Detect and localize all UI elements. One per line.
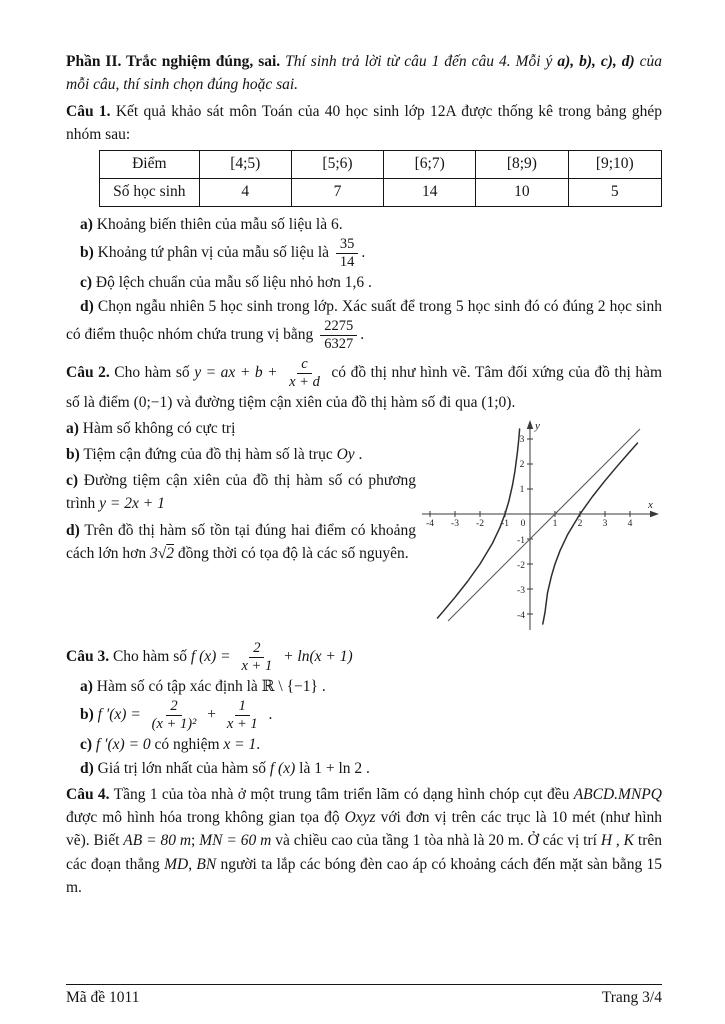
page-number: Trang 3/4 bbox=[601, 989, 662, 1006]
radical-symbol: √ bbox=[157, 544, 167, 562]
q3-item-b bbox=[66, 698, 662, 733]
q4-paragraph bbox=[66, 783, 662, 899]
q1-b-period: . bbox=[361, 244, 366, 262]
x-tick-label: -1 bbox=[501, 518, 509, 529]
q3-intro-text: Cho hàm số bbox=[109, 647, 191, 665]
graph-tick-labels bbox=[426, 435, 633, 621]
q1-intro-text: Kết quả khảo sát môn Toán của 40 học sinh lớp 12A được thống kê trong bảng ghép nhóm sau: bbox=[66, 102, 662, 143]
fraction bbox=[336, 236, 359, 271]
q3-c-label: c) bbox=[80, 736, 93, 754]
q2-c-math: y = 2x + 1 bbox=[99, 495, 165, 513]
fraction-denominator: x + 1 bbox=[241, 657, 273, 674]
q3-d-value: 1 + ln 2 bbox=[314, 759, 363, 777]
q3-b-plus: + bbox=[203, 706, 220, 724]
exam-code: Mã đề 1011 bbox=[66, 989, 140, 1006]
fraction-denominator: 14 bbox=[339, 254, 355, 271]
fraction-denominator: (x + 1)² bbox=[151, 716, 197, 733]
q1-frequency-table bbox=[99, 150, 662, 207]
q2-intro-text-3: và đường tiệm cận xiên của đồ thị hàm số đi qua bbox=[172, 394, 482, 412]
q3-intro bbox=[66, 640, 662, 675]
table-cell-interval: [4;5) bbox=[199, 151, 291, 179]
q1-table-row-scores bbox=[100, 151, 662, 179]
q3-b-period: . bbox=[264, 706, 273, 724]
fraction bbox=[237, 640, 276, 675]
table-cell-interval: [8;9) bbox=[476, 151, 568, 179]
graph-axis-arrows bbox=[527, 420, 659, 517]
x-tick-label: 3 bbox=[602, 518, 608, 529]
q1-c-label: c) bbox=[80, 274, 93, 292]
x-tick-label: -3 bbox=[451, 518, 459, 529]
q2-body bbox=[66, 417, 662, 637]
q2-intro-text-2: có đồ thị như hình vẽ. Tâm đối xứng của đồ thị hàm số là điểm bbox=[66, 364, 663, 412]
x-tick-label: 1 bbox=[552, 518, 558, 529]
curve-right-branch bbox=[543, 443, 638, 624]
table-cell-interval: [6;7) bbox=[384, 151, 476, 179]
q2-statements bbox=[66, 417, 416, 637]
q4-text-4: và chiều cao của tầng 1 tòa nhà là 20 m. Ở các vị trí bbox=[271, 832, 601, 850]
q2-d-label: d) bbox=[66, 521, 80, 539]
q1-a-text: Khoảng biến thiên của mẫu số liệu là 6. bbox=[92, 216, 343, 233]
fraction-denominator: 6327 bbox=[324, 336, 354, 353]
q3-a-text: Hàm số có tập xác định là bbox=[92, 677, 262, 695]
q2-point-2: (1;0) bbox=[481, 394, 512, 412]
q2-b-label: b) bbox=[66, 445, 80, 463]
q4-mn-length: MN = 60 m bbox=[199, 832, 272, 850]
y-tick-label: -1 bbox=[517, 535, 525, 546]
q1-table-row-counts bbox=[100, 179, 662, 207]
q1-d-text: Chọn ngẫu nhiên 5 học sinh trong lớp. Xác suất để trong 5 học sinh đó có đúng 2 học sinh có điểm thuộc nhóm chứa trung vị bằng bbox=[66, 297, 662, 344]
q2-item-b bbox=[66, 443, 416, 466]
q2-point-1: (0;−1) bbox=[133, 394, 173, 412]
q1-b-label: b) bbox=[80, 244, 94, 262]
fraction bbox=[148, 698, 201, 733]
page-content bbox=[66, 50, 662, 899]
q3-a-label: a) bbox=[80, 677, 93, 695]
q4-label: Câu 4. bbox=[66, 785, 110, 803]
q3-formula-tail: + ln(x + 1) bbox=[279, 647, 353, 665]
x-axis-letter: x bbox=[648, 498, 653, 511]
q4-text-6: người ta lắp các bóng đèn cao áp có khoảng cách đến mặt sàn bằng 15 m. bbox=[66, 855, 663, 896]
q2-a-label: a) bbox=[66, 419, 79, 437]
fraction-denominator: x + 1 bbox=[226, 716, 258, 733]
q2-b-text: Tiệm cận đứng của đồ thị hàm số là trục bbox=[79, 445, 337, 463]
q3-c-equation: f ′(x) = 0 bbox=[92, 736, 151, 754]
q3-d-fx: f (x) bbox=[269, 759, 296, 777]
part2-options: a), b), c), d) bbox=[557, 53, 635, 70]
y-axis-letter: y bbox=[535, 419, 540, 432]
q4-sep-1: ; bbox=[191, 832, 200, 850]
q4-points-hk: H , K bbox=[600, 832, 634, 850]
q2-label: Câu 2. bbox=[66, 364, 110, 382]
q3-d-text-1: Giá trị lớn nhất của hàm số bbox=[93, 759, 270, 777]
fraction-denominator: x + d bbox=[289, 374, 320, 391]
q4-segment-md: MD bbox=[164, 855, 189, 873]
y-tick-label: -2 bbox=[517, 560, 525, 571]
q4-text-2: được mô hình hóa trong không gian tọa độ bbox=[66, 809, 345, 827]
q4-solid-name: ABCD.MNPQ bbox=[573, 785, 662, 803]
q1-a-label: a) bbox=[80, 216, 93, 233]
q3-d-period: . bbox=[362, 759, 370, 777]
q2-c-label: c) bbox=[66, 472, 79, 490]
q2-period: . bbox=[511, 394, 516, 412]
q4-text-3: với đơn vị trên các trục là 10 mét (như hình vẽ). Biết bbox=[66, 809, 663, 850]
q3-b-derivative: f ′(x) = bbox=[93, 706, 145, 724]
table-cell-counts-label: Số học sinh bbox=[100, 179, 200, 207]
y-tick-label: 2 bbox=[519, 459, 525, 470]
q3-d-label: d) bbox=[80, 759, 94, 777]
q2-intro-text-1: Cho hàm số bbox=[109, 364, 195, 382]
q2-item-c bbox=[66, 469, 416, 516]
q3-a-period: . bbox=[317, 677, 326, 695]
q4-coord-system: Oxyz bbox=[344, 809, 376, 827]
q2-a-text: Hàm số không có cực trị bbox=[78, 419, 236, 437]
q1-item-d bbox=[66, 295, 662, 353]
part2-title: Phần II. Trắc nghiệm đúng, sai. bbox=[66, 53, 281, 70]
q3-c-solution: x = 1 bbox=[223, 736, 257, 754]
fraction bbox=[285, 356, 324, 391]
y-tick-label: 3 bbox=[519, 434, 525, 445]
table-cell-scores-label: Điểm bbox=[100, 151, 200, 179]
part2-heading bbox=[66, 50, 662, 97]
fraction-numerator: 35 bbox=[336, 236, 359, 254]
q3-a-set: ℝ \ {−1} bbox=[261, 677, 318, 695]
q1-item-c bbox=[66, 271, 662, 294]
q4-text-5: trên các đoạn thẳng bbox=[66, 832, 662, 873]
q2-b-math: Oy bbox=[336, 445, 355, 463]
origin-label: 0 bbox=[520, 518, 526, 529]
q1-intro bbox=[66, 100, 662, 147]
q1-d-period: . bbox=[360, 326, 365, 344]
q3-d-text-2: là bbox=[295, 759, 315, 777]
q2-item-a bbox=[66, 417, 416, 440]
part2-instructions-2: của mỗi câu, thí sinh chọn đúng hoặc sai. bbox=[66, 53, 662, 94]
radicand: 2 bbox=[166, 544, 174, 562]
fraction-numerator: 2 bbox=[249, 640, 264, 658]
y-tick-label: 1 bbox=[519, 484, 525, 495]
q2-intro bbox=[66, 356, 662, 414]
table-cell-count: 4 bbox=[199, 179, 291, 207]
q3-b-label: b) bbox=[80, 706, 94, 724]
q3-item-d bbox=[66, 757, 662, 780]
fraction bbox=[320, 318, 357, 353]
fraction-numerator: 2 bbox=[166, 698, 181, 716]
q2-function-graph bbox=[418, 417, 662, 637]
q4-sep-2: , bbox=[188, 855, 197, 873]
q2-graph-area bbox=[416, 417, 662, 637]
q3-formula-head: f (x) = bbox=[190, 647, 235, 665]
table-cell-count: 10 bbox=[476, 179, 568, 207]
table-cell-count: 5 bbox=[568, 179, 661, 207]
fraction bbox=[223, 698, 262, 733]
fraction-numerator: c bbox=[297, 356, 311, 374]
q2-d-text-2: đồng thời có tọa độ là các số nguyên. bbox=[173, 544, 409, 562]
q1-b-text: Khoảng tứ phân vị của mẫu số liệu là bbox=[93, 244, 333, 262]
q3-item-c bbox=[66, 733, 662, 756]
q3-c-period: . bbox=[256, 736, 261, 754]
q2-d-radical bbox=[150, 545, 174, 562]
q2-b-period: . bbox=[354, 445, 363, 463]
fraction-numerator: 1 bbox=[235, 698, 250, 716]
y-tick-label: -3 bbox=[517, 585, 525, 596]
q3-item-a bbox=[66, 675, 662, 698]
table-cell-count: 14 bbox=[384, 179, 476, 207]
q1-item-b bbox=[66, 236, 662, 271]
part2-instructions-1: Thí sinh trả lời từ câu 1 đến câu 4. Mỗi ý bbox=[280, 53, 558, 70]
q2-formula: y = ax + b + bbox=[194, 364, 283, 382]
fraction-numerator: 2275 bbox=[320, 318, 357, 336]
table-cell-interval: [5;6) bbox=[291, 151, 383, 179]
q1-c-text: Độ lệch chuẩn của mẫu số liệu nhỏ hơn 1,6 . bbox=[92, 274, 372, 292]
x-tick-label: 2 bbox=[577, 518, 583, 529]
q2-c-text: Đường tiệm cận xiên của đồ thị hàm số có phương trình bbox=[66, 472, 416, 513]
q2-d-text-1: Trên đồ thị hàm số tồn tại đúng hai điểm có khoảng cách lớn hơn bbox=[66, 521, 416, 562]
q3-c-text: có nghiệm bbox=[150, 736, 224, 754]
q4-ab-length: AB = 80 m bbox=[123, 832, 192, 850]
x-tick-label: -4 bbox=[426, 518, 434, 529]
q1-item-a bbox=[66, 213, 662, 236]
q2-item-d bbox=[66, 519, 416, 566]
q4-segment-bn: BN bbox=[196, 855, 217, 873]
y-tick-label: -4 bbox=[517, 610, 525, 621]
table-cell-interval: [9;10) bbox=[568, 151, 661, 179]
q1-label: Câu 1. bbox=[66, 102, 111, 120]
q1-d-label: d) bbox=[80, 297, 94, 315]
radical-coefficient: 3 bbox=[149, 544, 158, 562]
page-footer bbox=[66, 984, 662, 1008]
x-tick-label: -2 bbox=[476, 518, 484, 529]
q3-label: Câu 3. bbox=[66, 647, 110, 665]
q4-text-1: Tầng 1 của tòa nhà ở một trung tâm triển lãm có dạng hình chóp cụt đều bbox=[109, 785, 574, 803]
x-tick-label: 4 bbox=[627, 518, 633, 529]
table-cell-count: 7 bbox=[291, 179, 383, 207]
